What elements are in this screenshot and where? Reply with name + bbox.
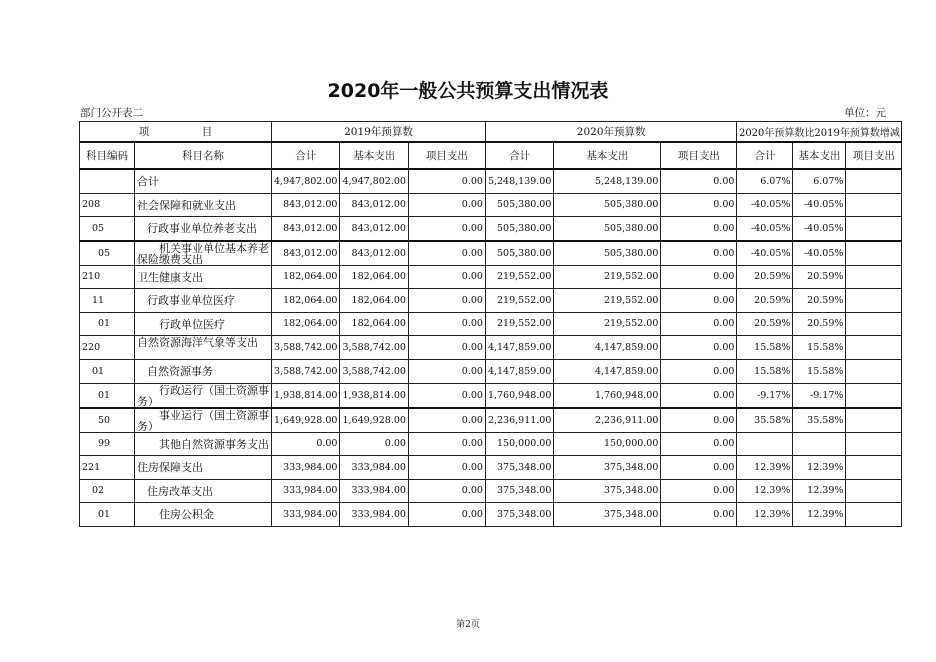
cell-change-total: -40.05% (737, 193, 793, 217)
cell-2020-total: 375,348.00 (485, 456, 553, 480)
cell-change-project (846, 193, 902, 217)
table-id: 部门公开表二 (80, 107, 143, 119)
cell-change-total: -9.17% (737, 383, 793, 408)
cell-2020-total: 505,380.00 (485, 193, 553, 217)
cell-change-project (846, 289, 902, 313)
cell-change-basic: 20.59% (793, 265, 846, 289)
cell-2019-project: 0.00 (408, 241, 485, 266)
subject-code: 02 (80, 479, 135, 503)
header-row-2 (80, 142, 902, 169)
cell-change-basic: 15.58% (793, 336, 846, 360)
cell-2019-total: 182,064.00 (272, 289, 340, 313)
subject-code (80, 169, 135, 193)
cell-change-basic: 35.58% (793, 408, 846, 433)
cell-change-total: 15.58% (737, 336, 793, 360)
subject-code: 220 (80, 336, 135, 360)
cell-2020-basic: 219,552.00 (554, 289, 661, 313)
cell-2019-basic: 0.00 (340, 432, 408, 456)
cell-2020-total: 2,236,911.00 (485, 408, 553, 433)
subject-name: 卫生健康支出 (135, 265, 272, 289)
cell-2019-project: 0.00 (408, 360, 485, 384)
cell-2020-total: 375,348.00 (485, 479, 553, 503)
cell-2019-project: 0.00 (408, 408, 485, 433)
cell-2019-basic: 182,064.00 (340, 265, 408, 289)
cell-2020-total: 5,248,139.00 (485, 169, 553, 193)
cell-2020-total: 150,000.00 (485, 432, 553, 456)
table-row (80, 241, 902, 266)
column-header: 科目编码 (80, 142, 135, 169)
cell-2020-basic: 375,348.00 (554, 479, 661, 503)
page-number: 第2页 (456, 620, 480, 630)
subject-code: 11 (80, 289, 135, 313)
cell-change-total: 20.59% (737, 265, 793, 289)
cell-change-basic: 12.39% (793, 503, 846, 527)
cell-2020-project: 0.00 (661, 265, 737, 289)
cell-2019-basic: 3,588,742.00 (340, 360, 408, 384)
cell-2019-project: 0.00 (408, 432, 485, 456)
cell-2019-basic: 182,064.00 (340, 312, 408, 336)
cell-2020-project: 0.00 (661, 289, 737, 313)
column-header: 基本支出 (793, 142, 846, 169)
cell-2020-project: 0.00 (661, 241, 737, 266)
cell-change-total: -40.05% (737, 217, 793, 241)
cell-2019-total: 182,064.00 (272, 312, 340, 336)
cell-2020-total: 505,380.00 (485, 241, 553, 266)
table-row (80, 289, 902, 313)
column-header: 项目支出 (846, 142, 902, 169)
cell-2019-project: 0.00 (408, 383, 485, 408)
cell-2019-basic: 843,012.00 (340, 241, 408, 266)
cell-change-basic: -40.05% (793, 217, 846, 241)
cell-2020-basic: 219,552.00 (554, 265, 661, 289)
cell-2019-total: 333,984.00 (272, 503, 340, 527)
table-row (80, 456, 902, 480)
column-header: 项目支出 (661, 142, 737, 169)
cell-change-project (846, 241, 902, 266)
cell-change-total: 20.59% (737, 289, 793, 313)
cell-2019-project: 0.00 (408, 312, 485, 336)
cell-2019-basic: 1,649,928.00 (340, 408, 408, 433)
cell-2020-project: 0.00 (661, 312, 737, 336)
page-title: 2020年一般公共预算支出情况表 (327, 80, 609, 102)
table-row (80, 217, 902, 241)
subject-name: 事业运行（国土资源事务） (135, 408, 272, 433)
cell-2019-total: 333,984.00 (272, 479, 340, 503)
cell-2020-basic: 505,380.00 (554, 241, 661, 266)
cell-change-project (846, 265, 902, 289)
cell-2019-basic: 182,064.00 (340, 289, 408, 313)
cell-change-basic (793, 432, 846, 456)
cell-2019-total: 4,947,802.00 (272, 169, 340, 193)
cell-change-project (846, 169, 902, 193)
cell-2020-basic: 4,147,859.00 (554, 336, 661, 360)
subject-name: 行政运行（国土资源事务） (135, 383, 272, 408)
column-header: 基本支出 (554, 142, 661, 169)
table-row (80, 169, 902, 193)
header-2020: 2020年预算数 (485, 122, 736, 143)
cell-2020-project: 0.00 (661, 383, 737, 408)
subject-code: 221 (80, 456, 135, 480)
cell-change-basic: 20.59% (793, 289, 846, 313)
header-row-1 (80, 122, 902, 143)
cell-2020-total: 505,380.00 (485, 217, 553, 241)
header-2019: 2019年预算数 (272, 122, 486, 143)
cell-change-project (846, 479, 902, 503)
column-header: 基本支出 (340, 142, 408, 169)
cell-2019-total: 3,588,742.00 (272, 360, 340, 384)
header-item: 项 目 (80, 122, 272, 143)
cell-2019-project: 0.00 (408, 456, 485, 480)
cell-2020-total: 375,348.00 (485, 503, 553, 527)
cell-change-project (846, 408, 902, 433)
cell-change-total: 15.58% (737, 360, 793, 384)
cell-change-total: 6.07% (737, 169, 793, 193)
cell-change-total (737, 432, 793, 456)
cell-2020-total: 1,760,948.00 (485, 383, 553, 408)
cell-2020-project: 0.00 (661, 456, 737, 480)
subject-code: 01 (80, 383, 135, 408)
subject-name: 住房公积金 (135, 503, 272, 527)
cell-2019-basic: 333,984.00 (340, 503, 408, 527)
budget-table (79, 121, 902, 527)
cell-2019-project: 0.00 (408, 265, 485, 289)
cell-2019-basic: 333,984.00 (340, 456, 408, 480)
unit-label: 单位：元 (844, 107, 886, 119)
subject-code: 05 (80, 241, 135, 266)
cell-change-project (846, 336, 902, 360)
cell-2020-basic: 2,236,911.00 (554, 408, 661, 433)
table-row (80, 479, 902, 503)
cell-change-project (846, 432, 902, 456)
cell-2020-total: 4,147,859.00 (485, 336, 553, 360)
cell-2020-total: 4,147,859.00 (485, 360, 553, 384)
cell-2020-project: 0.00 (661, 360, 737, 384)
cell-2019-total: 0.00 (272, 432, 340, 456)
cell-2019-total: 3,588,742.00 (272, 336, 340, 360)
subject-code: 50 (80, 408, 135, 433)
subject-name: 自然资源海洋气象等支出 (135, 336, 272, 360)
cell-2020-project: 0.00 (661, 217, 737, 241)
cell-2019-basic: 3,588,742.00 (340, 336, 408, 360)
subject-name: 行政事业单位医疗 (135, 289, 272, 313)
cell-change-total: -40.05% (737, 241, 793, 266)
cell-2020-project: 0.00 (661, 193, 737, 217)
column-header: 合计 (485, 142, 553, 169)
cell-2020-basic: 505,380.00 (554, 217, 661, 241)
cell-change-project (846, 456, 902, 480)
cell-change-total: 12.39% (737, 503, 793, 527)
table-row (80, 360, 902, 384)
cell-2020-project: 0.00 (661, 479, 737, 503)
cell-2020-project: 0.00 (661, 408, 737, 433)
table-row (80, 383, 902, 408)
column-header: 项目支出 (408, 142, 485, 169)
cell-2020-basic: 505,380.00 (554, 193, 661, 217)
cell-change-basic: -40.05% (793, 193, 846, 217)
subject-name: 行政事业单位养老支出 (135, 217, 272, 241)
cell-change-basic: 15.58% (793, 360, 846, 384)
cell-2020-basic: 375,348.00 (554, 503, 661, 527)
subject-name: 机关事业单位基本养老保险缴费支出 (135, 241, 272, 266)
cell-2019-basic: 843,012.00 (340, 193, 408, 217)
subject-code: 99 (80, 432, 135, 456)
cell-change-project (846, 360, 902, 384)
subject-name: 住房改革支出 (135, 479, 272, 503)
cell-change-total: 20.59% (737, 312, 793, 336)
cell-change-basic: -9.17% (793, 383, 846, 408)
cell-change-project (846, 217, 902, 241)
table-row (80, 193, 902, 217)
cell-2019-basic: 843,012.00 (340, 217, 408, 241)
cell-change-total: 12.39% (737, 456, 793, 480)
table-row (80, 312, 902, 336)
cell-2020-basic: 150,000.00 (554, 432, 661, 456)
cell-change-project (846, 503, 902, 527)
cell-2020-total: 219,552.00 (485, 265, 553, 289)
cell-2019-total: 1,649,928.00 (272, 408, 340, 433)
cell-2019-project: 0.00 (408, 169, 485, 193)
cell-change-total: 35.58% (737, 408, 793, 433)
table-row (80, 408, 902, 433)
cell-2020-basic: 4,147,859.00 (554, 360, 661, 384)
subject-code: 05 (80, 217, 135, 241)
subject-code: 210 (80, 265, 135, 289)
cell-2019-basic: 333,984.00 (340, 479, 408, 503)
subject-name: 合计 (135, 169, 272, 193)
cell-2019-project: 0.00 (408, 193, 485, 217)
table-row (80, 503, 902, 527)
subject-code: 01 (80, 312, 135, 336)
cell-2019-basic: 4,947,802.00 (340, 169, 408, 193)
cell-change-basic: 12.39% (793, 479, 846, 503)
cell-change-basic: 12.39% (793, 456, 846, 480)
table-row (80, 265, 902, 289)
table-row (80, 432, 902, 456)
cell-2020-project: 0.00 (661, 503, 737, 527)
column-header: 合计 (737, 142, 793, 169)
cell-change-project (846, 383, 902, 408)
cell-change-project (846, 312, 902, 336)
cell-2020-total: 219,552.00 (485, 289, 553, 313)
cell-2020-basic: 375,348.00 (554, 456, 661, 480)
subject-name: 自然资源事务 (135, 360, 272, 384)
cell-2019-project: 0.00 (408, 336, 485, 360)
subject-name: 住房保障支出 (135, 456, 272, 480)
cell-2019-total: 843,012.00 (272, 193, 340, 217)
cell-2019-total: 182,064.00 (272, 265, 340, 289)
cell-2020-basic: 5,248,139.00 (554, 169, 661, 193)
cell-2019-total: 843,012.00 (272, 217, 340, 241)
cell-2019-project: 0.00 (408, 479, 485, 503)
cell-change-total: 12.39% (737, 479, 793, 503)
table-row (80, 336, 902, 360)
cell-2019-total: 1,938,814.00 (272, 383, 340, 408)
subject-code: 208 (80, 193, 135, 217)
header-change: 2020年预算数比2019年预算数增减 (737, 122, 902, 143)
cell-change-basic: -40.05% (793, 241, 846, 266)
cell-2019-project: 0.00 (408, 289, 485, 313)
cell-2020-basic: 219,552.00 (554, 312, 661, 336)
cell-2019-project: 0.00 (408, 217, 485, 241)
cell-2019-basic: 1,938,814.00 (340, 383, 408, 408)
cell-2019-total: 333,984.00 (272, 456, 340, 480)
cell-change-basic: 6.07% (793, 169, 846, 193)
subject-name: 社会保障和就业支出 (135, 193, 272, 217)
subject-code: 01 (80, 360, 135, 384)
subject-name: 行政单位医疗 (135, 312, 272, 336)
cell-2020-project: 0.00 (661, 432, 737, 456)
column-header: 科目名称 (135, 142, 272, 169)
cell-2019-total: 843,012.00 (272, 241, 340, 266)
cell-change-basic: 20.59% (793, 312, 846, 336)
column-header: 合计 (272, 142, 340, 169)
cell-2020-project: 0.00 (661, 169, 737, 193)
subject-name: 其他自然资源事务支出 (135, 432, 272, 456)
cell-2020-total: 219,552.00 (485, 312, 553, 336)
cell-2020-project: 0.00 (661, 336, 737, 360)
cell-2019-project: 0.00 (408, 503, 485, 527)
subject-code: 01 (80, 503, 135, 527)
cell-2020-basic: 1,760,948.00 (554, 383, 661, 408)
